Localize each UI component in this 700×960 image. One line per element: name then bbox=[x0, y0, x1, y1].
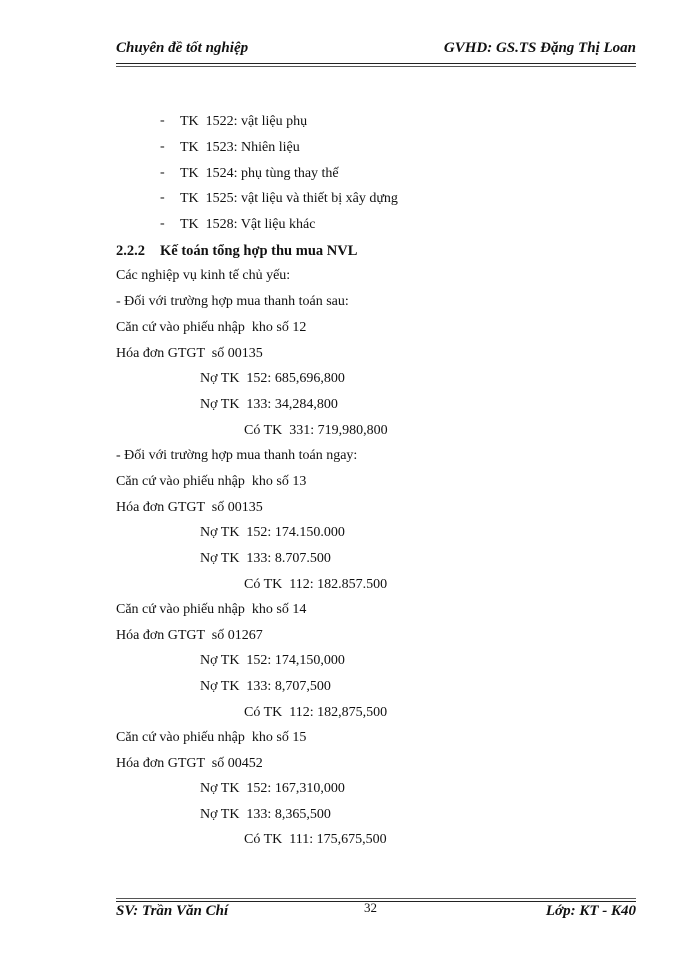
credit-entry: Có TK 112: 182,875,500 bbox=[244, 705, 388, 720]
text-line: Hóa đơn GTGT số 01267 bbox=[116, 628, 263, 643]
bullet-dash: - bbox=[160, 165, 165, 180]
header-rule bbox=[116, 63, 636, 64]
credit-entry: Có TK 111: 175,675,500 bbox=[244, 832, 387, 847]
bullet-dash: - bbox=[160, 190, 165, 205]
header-document-title: Chuyên đề tốt nghiệp bbox=[116, 40, 249, 56]
text-line: - Đối với trường hợp mua thanh toán ngay: bbox=[116, 448, 358, 463]
footer-student: SV: Trần Văn Chí bbox=[116, 903, 229, 919]
debit-entry: Nợ TK 152: 174.150.000 bbox=[200, 525, 345, 540]
debit-entry: Nợ TK 152: 174,150,000 bbox=[200, 653, 345, 668]
text-line: Căn cứ vào phiếu nhập kho số 12 bbox=[116, 320, 307, 335]
header-rule-thin bbox=[116, 66, 636, 67]
text-line: Căn cứ vào phiếu nhập kho số 15 bbox=[116, 730, 307, 745]
bullet-dash: - bbox=[160, 216, 165, 231]
bullet-dash: - bbox=[160, 113, 165, 128]
text-line: Hóa đơn GTGT số 00452 bbox=[116, 756, 263, 771]
debit-entry: Nợ TK 133: 34,284,800 bbox=[200, 397, 338, 412]
text-line: Căn cứ vào phiếu nhập kho số 13 bbox=[116, 474, 307, 489]
text-line: Căn cứ vào phiếu nhập kho số 14 bbox=[116, 602, 307, 617]
debit-entry: Nợ TK 133: 8,365,500 bbox=[200, 807, 331, 822]
bullet-item: TK 1525: vật liệu và thiết bị xây dựng bbox=[180, 191, 398, 206]
debit-entry: Nợ TK 152: 685,696,800 bbox=[200, 371, 345, 386]
footer-rule-thin bbox=[116, 898, 636, 899]
section-title: Kế toán tổng hợp thu mua NVL bbox=[160, 243, 358, 259]
debit-entry: Nợ TK 133: 8.707.500 bbox=[200, 551, 331, 566]
page-footer bbox=[116, 901, 636, 923]
bullet-item: TK 1528: Vật liệu khác bbox=[180, 217, 316, 232]
text-line: Hóa đơn GTGT số 00135 bbox=[116, 346, 263, 361]
bullet-item: TK 1523: Nhiên liệu bbox=[180, 140, 300, 155]
page-number: 32 bbox=[364, 900, 377, 915]
bullet-dash: - bbox=[160, 139, 165, 154]
text-line: Các nghiệp vụ kinh tế chủ yếu: bbox=[116, 268, 291, 283]
footer-class: Lớp: KT - K40 bbox=[545, 903, 636, 919]
credit-entry: Có TK 112: 182.857.500 bbox=[244, 577, 388, 592]
bullet-item: TK 1522: vật liệu phụ bbox=[180, 114, 308, 129]
text-line: Hóa đơn GTGT số 00135 bbox=[116, 500, 263, 515]
debit-entry: Nợ TK 152: 167,310,000 bbox=[200, 781, 345, 796]
header-advisor: GVHD: GS.TS Đặng Thị Loan bbox=[443, 40, 636, 56]
debit-entry: Nợ TK 133: 8,707,500 bbox=[200, 679, 331, 694]
text-line: - Đối với trường hợp mua thanh toán sau: bbox=[116, 294, 349, 309]
section-number: 2.2.2 bbox=[116, 243, 145, 259]
bullet-item: TK 1524: phụ tùng thay thế bbox=[180, 166, 339, 181]
credit-entry: Có TK 331: 719,980,800 bbox=[244, 423, 388, 438]
page-header bbox=[116, 40, 636, 62]
